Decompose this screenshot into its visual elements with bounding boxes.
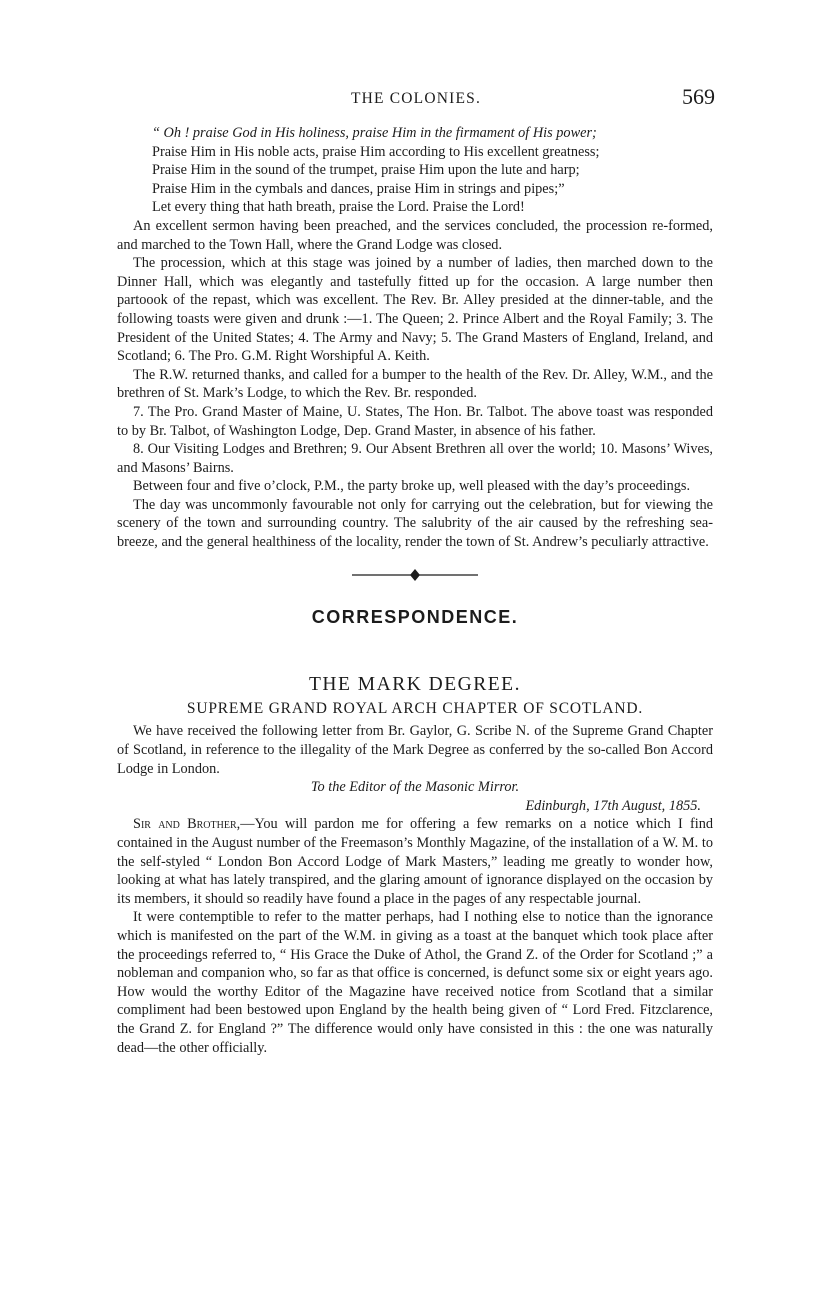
running-title: THE COLONIES. <box>350 90 482 107</box>
poem-quotation <box>152 124 713 217</box>
text-column <box>117 124 713 1057</box>
paragraph: The R.W. returned thanks, and called for a bumper to the health of the Rev. Dr. Alley, W.M., and the brethren of St. Mark’s Lodge, to which the Rev. Br. responded. <box>117 366 713 402</box>
section-heading: CORRESPONDENCE. <box>311 606 519 627</box>
poem-line: “ Oh ! praise God in His holiness, praise Him in the firmament of His power; <box>152 125 597 141</box>
poem-line: Praise Him in His noble acts, praise Him according to His excellent greatness; <box>152 143 600 160</box>
page-number: 569 <box>682 84 715 109</box>
running-head <box>117 84 715 114</box>
letter-paragraph <box>117 815 713 908</box>
letter-dateline: Edinburgh, 17th August, 1855. <box>525 797 701 814</box>
paragraph: Between four and five o’clock, P.M., the party broke up, well pleased with the day’s proceedings. <box>133 478 691 495</box>
article-intro: We have received the following letter from Br. Gaylor, G. Scribe N. of the Supreme Grand Chapter of Scotland, in reference to the illegality of the Mark Degree as conferred by the so-called Bon Accord Lodge in London. <box>117 723 713 777</box>
paragraph: The procession, which at this stage was joined by a number of ladies, then marched down to the Dinner Hall, which was elegantly and tastefully fitted up for the occasion. A large number then partoook of the repast, which was excellent. The Rev. Br. Alley presided at the dinner-table, and the following toasts were given and drunk :—1. The Queen; 2. Prince Albert and the Royal Family; 3. The President of the United States; 4. The Army and Navy; 5. The Grand Masters of England, Ireland, and Scotland; 6. The Pro. G.M. Right Worshipful A. Keith. <box>117 255 713 365</box>
paragraph: The day was uncommonly favourable not only for carrying out the celebration, but for viewing the scenery of the town and surrounding country. The salubrity of the air caused by the refreshing sea-breeze, and the general healthiness of the locality, render the town of St. Andrew’s peculiarly attractive. <box>117 496 713 551</box>
section-divider-ornament <box>117 568 713 602</box>
divider-ornament-icon <box>350 568 480 582</box>
article-subtitle: SUPREME GRAND ROYAL ARCH CHAPTER OF SCOTLAND. <box>186 699 644 717</box>
letter-paragraph-text: —You will pardon me for offering a few remarks on a notice which I find contained in the August number of the Freemason’s Monthly Magazine, of the installation of a W. M. to the self-styled “ London Bon Accord Lodge of Mark Masters,” leading me greatly to wonder how, looking at what has lately transpired, and the glaring amount of ignorance displayed on the occasion by its members, it should so readily have found a place in the pages of any respectable journal. <box>117 816 713 907</box>
salutation: Sir and Brother, <box>133 816 241 833</box>
letter-addressee: To the Editor of the Masonic Mirror. <box>310 779 520 796</box>
article-title: THE MARK DEGREE. <box>309 674 521 696</box>
poem-line: Let every thing that hath breath, praise the Lord. Praise the Lord! <box>152 199 525 216</box>
poem-line: Praise Him in the sound of the trumpet, praise Him upon the lute and harp; <box>152 162 580 179</box>
paragraph: 7. The Pro. Grand Master of Maine, U. States, The Hon. Br. Talbot. The above toast was responded to by Br. Talbot, of Washington Lodge, Dep. Grand Master, in absence of his father. <box>117 403 713 439</box>
poem-line: Praise Him in the cymbals and dances, praise Him in strings and pipes;” <box>152 180 565 197</box>
letter-paragraph: It were contemptible to refer to the matter perhaps, had I nothing else to notice than the ignorance which is manifested on the part of the W.M. in giving as a toast at the banquet which took place after the proceedings referred to, “ His Grace the Duke of Athol, the Grand Z. of the Order for Scotland ;” a nobleman and companion who, so far as that office is concerned, is defunct some six or eight years ago. How would the worthy Editor of the Magazine have received notice from Scotland that a similar compliment had been bestowed upon England by the health being given of “ Lord Fred. Fitzclarence, the Grand Z. for England ?” The difference would only have consisted in this : the one was naturally dead—the other officially. <box>117 909 713 1056</box>
paragraph: An excellent sermon having been preached, and the services concluded, the procession re-formed, and marched to the Town Hall, where the Grand Lodge was closed. <box>117 217 713 253</box>
paragraph: 8. Our Visiting Lodges and Brethren; 9. Our Absent Brethren all over the world; 10. Masons’ Wives, and Masons’ Bairns. <box>117 441 713 476</box>
